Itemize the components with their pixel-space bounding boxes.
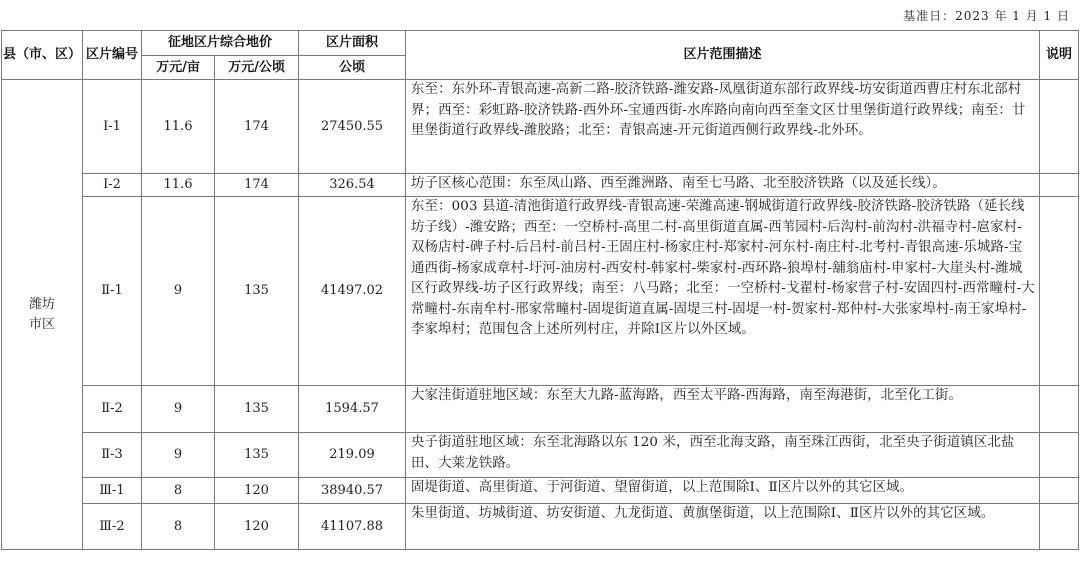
table-row — [2, 197, 1079, 386]
zone-area: 27450.55 — [299, 80, 406, 174]
zone-description: 东至：东外环-青银高速-高新二路-胶济铁路-潍安路-凤凰街道东部行政界线-坊安街道西曹庄村东北部村界；西至：彩虹路-胶济铁路-西外环-宝通西街-水库路向南向西至奎文区廿里堡街道行政界线；南至：廿里堡街道行政界线-潍胶路；北至：青银高速-开元街道西侧行政界线-北外环。 — [406, 80, 1040, 174]
zone-description: 固堤街道、高里街道、于河街道、望留街道，以上范围除Ⅰ、Ⅱ区片以外的其它区域。 — [406, 478, 1040, 504]
zone-no: Ⅰ-2 — [83, 174, 142, 197]
zone-area: 326.54 — [299, 174, 406, 197]
table-row — [2, 80, 1079, 174]
zone-area: 219.09 — [299, 433, 406, 478]
header-zone-no: 区片编号 — [83, 31, 142, 80]
price-ha: 135 — [215, 386, 299, 433]
zone-area: 1594.57 — [299, 386, 406, 433]
header-county: 县（市、区） — [2, 31, 83, 80]
price-mu: 8 — [142, 478, 215, 504]
header-price-group: 征地区片综合地价 — [142, 31, 299, 56]
table-row — [2, 478, 1079, 504]
zone-no: Ⅲ-2 — [83, 504, 142, 550]
zone-area: 41107.88 — [299, 504, 406, 550]
zone-description: 坊子区核心范围：东至凤山路、西至潍洲路、南至七马路、北至胶济铁路（以及延长线）。 — [406, 174, 1040, 197]
header-area: 区片面积 — [299, 31, 406, 56]
price-mu: 9 — [142, 197, 215, 386]
zone-note — [1040, 197, 1079, 386]
zone-no: Ⅰ-1 — [83, 80, 142, 174]
zone-area: 41497.02 — [299, 197, 406, 386]
zone-note — [1040, 433, 1079, 478]
price-ha: 174 — [215, 80, 299, 174]
zone-note — [1040, 478, 1079, 504]
price-ha: 135 — [215, 197, 299, 386]
zone-area: 38940.57 — [299, 478, 406, 504]
zone-no: Ⅱ-2 — [83, 386, 142, 433]
zone-description: 大家洼街道驻地区域：东至大九路-蓝海路，西至太平路-西海路，南至海港街，北至化工街。 — [406, 386, 1040, 433]
county-cell — [2, 80, 83, 550]
zone-no: Ⅱ-3 — [83, 433, 142, 478]
header-price-mu: 万元/亩 — [142, 56, 215, 80]
zone-note — [1040, 80, 1079, 174]
price-mu: 9 — [142, 386, 215, 433]
price-ha: 120 — [215, 478, 299, 504]
table-row — [2, 433, 1079, 478]
zone-note — [1040, 386, 1079, 433]
county-name: 潍坊市区 — [28, 296, 55, 332]
zone-no: Ⅲ-1 — [83, 478, 142, 504]
table-row — [2, 174, 1079, 197]
zone-description: 央子街道驻地区域：东至北海路以东 120 米，西至北海支路，南至珠江西街，北至央子街道镇区北盐田、大莱龙铁路。 — [406, 433, 1040, 478]
header-desc: 区片范围描述 — [406, 31, 1040, 80]
price-mu: 8 — [142, 504, 215, 550]
header-area-unit: 公顷 — [299, 56, 406, 80]
zone-description: 东至：003 县道-清池街道行政界线-青银高速-荣潍高速-钢城街道行政界线-胶济铁路-胶济铁路（延长线坊子线）-潍安路；西至：一空桥村-高里二村-高里街道直属-西苇园村-后沟村-前沟村-洪福寺村-扈家村-双杨店村-碑子村-后吕村-前吕村-王固庄村-杨家庄村-郑家村-河东村-南庄村-北考村-青银高速-乐城路-宝通西街-杨家成章村-圩河-油房村-西安村-韩家村-柴家村-西环路-狼埠村-舖翁庙村-申家村-大崖头村-潍城区行政界线-坊子区行政界线；南至：八马路；北至：一空桥村-戈翟村-杨家营子村-安固四村-西常疃村-大常疃村-东南牟村-邢家常疃村-固堤街道直属-固堤三村-固堤一村-贺家村-郑仲村-大张家埠村-南王家埠村-李家埠村；范围包含上述所列村庄，并除Ⅰ区片以外区域。 — [406, 197, 1040, 386]
table-row — [2, 504, 1079, 550]
price-mu: 9 — [142, 433, 215, 478]
zone-description: 朱里街道、坊城街道、坊安街道、九龙街道、黄旗堡街道，以上范围除Ⅰ、Ⅱ区片以外的其它区域。 — [406, 504, 1040, 550]
header-price-ha: 万元/公顷 — [215, 56, 299, 80]
price-ha: 174 — [215, 174, 299, 197]
price-mu: 11.6 — [142, 80, 215, 174]
price-mu: 11.6 — [142, 174, 215, 197]
header-note: 说明 — [1040, 31, 1079, 80]
zone-note — [1040, 174, 1079, 197]
table-row — [2, 386, 1079, 433]
zone-note — [1040, 504, 1079, 550]
base-date: 基准日：2023 年 1 月 1 日 — [903, 9, 1070, 23]
price-ha: 135 — [215, 433, 299, 478]
zone-no: Ⅱ-1 — [83, 197, 142, 386]
price-ha: 120 — [215, 504, 299, 550]
land-price-table — [1, 30, 1079, 550]
